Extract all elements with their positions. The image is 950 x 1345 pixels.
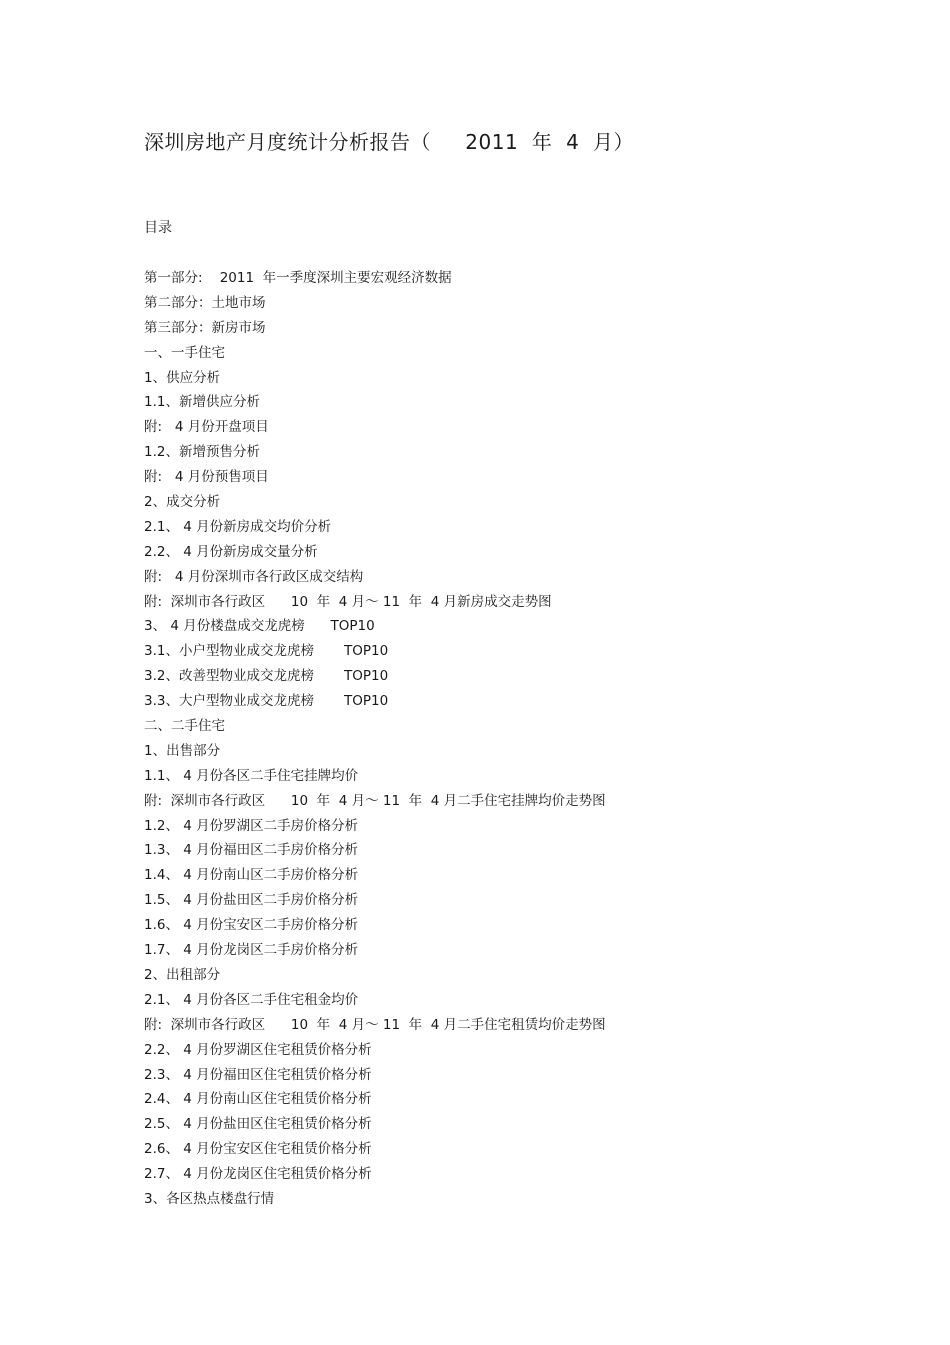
toc-entry: 2.1、 4 月份各区二手住宅租金均价 xyxy=(144,991,359,1008)
toc-entry: 1.7、 4 月份龙岗区二手房价格分析 xyxy=(144,942,359,959)
toc-entry: 2.4、 4 月份南山区住宅租赁价格分析 xyxy=(144,1091,372,1108)
toc-entry: 1.5、 4 月份盐田区二手房价格分析 xyxy=(144,892,359,909)
toc-entry: 1.1、 4 月份各区二手住宅挂牌均价 xyxy=(144,767,359,784)
toc-entry: 1、供应分析 xyxy=(144,369,221,386)
toc-entry: 2.7、 4 月份龙岗区住宅租赁价格分析 xyxy=(144,1166,372,1183)
toc-entry: 1.6、 4 月份宝安区二手房价格分析 xyxy=(144,917,359,934)
toc-entry: 一、一手住宅 xyxy=(144,344,225,361)
toc-entry: 1、出售部分 xyxy=(144,742,221,759)
toc-entry: 附: 4 月份深圳市各行政区成交结构 xyxy=(144,568,364,585)
toc-entry: 2、成交分析 xyxy=(144,494,221,511)
toc-entry: 3.2、改善型物业成交龙虎榜 TOP10 xyxy=(144,668,389,685)
toc-heading: 目录 xyxy=(144,220,172,236)
toc-entry: 2.5、 4 月份盐田区住宅租赁价格分析 xyxy=(144,1116,372,1133)
toc-entry: 3、各区热点楼盘行情 xyxy=(144,1190,275,1207)
toc-entry: 附: 深圳市各行政区 10 年 4 月～ 11 年 4 月二手住宅挂牌均价走势图 xyxy=(144,792,606,809)
toc-entry: 1.3、 4 月份福田区二手房价格分析 xyxy=(144,842,359,859)
document-title: 深圳房地产月度统计分析报告（ 2011 年 4 月） xyxy=(144,130,635,154)
toc-entry: 第一部分: 2011 年一季度深圳主要宏观经济数据 xyxy=(144,270,452,286)
toc-entry: 第三部分：新房市场 xyxy=(144,319,266,336)
toc-entry: 2.1、 4 月份新房成交均价分析 xyxy=(144,518,332,535)
toc-entry: 二、二手住宅 xyxy=(144,718,225,735)
toc-entry: 1.4、 4 月份南山区二手房价格分析 xyxy=(144,867,359,884)
toc-entry: 2、出租部分 xyxy=(144,966,221,983)
toc-entry: 第二部分：土地市场 xyxy=(144,294,266,311)
toc-entry: 附: 4 月份预售项目 xyxy=(144,469,269,486)
toc-entry: 3.3、大户型物业成交龙虎榜 TOP10 xyxy=(144,693,389,710)
toc-entry: 1.2、 4 月份罗湖区二手房价格分析 xyxy=(144,817,359,834)
toc-entry: 2.6、 4 月份宝安区住宅租赁价格分析 xyxy=(144,1141,372,1158)
toc-entry: 3.1、小户型物业成交龙虎榜 TOP10 xyxy=(144,643,389,660)
toc-entry: 2.2、 4 月份罗湖区住宅租赁价格分析 xyxy=(144,1041,372,1058)
toc-entry: 2.3、 4 月份福田区住宅租赁价格分析 xyxy=(144,1066,372,1083)
toc-entry: 附: 深圳市各行政区 10 年 4 月～ 11 年 4 月新房成交走势图 xyxy=(144,593,552,610)
toc-entry: 附: 深圳市各行政区 10 年 4 月～ 11 年 4 月二手住宅租赁均价走势图 xyxy=(144,1016,606,1033)
toc-entry: 1.2、新增预售分析 xyxy=(144,444,260,461)
toc-entry: 2.2、 4 月份新房成交量分析 xyxy=(144,543,318,560)
toc-entry: 1.1、新增供应分析 xyxy=(144,394,260,411)
table-of-contents xyxy=(144,266,606,1212)
toc-entry: 3、 4 月份楼盘成交龙虎榜 TOP10 xyxy=(144,618,375,635)
toc-entry: 附: 4 月份开盘项目 xyxy=(144,419,269,436)
